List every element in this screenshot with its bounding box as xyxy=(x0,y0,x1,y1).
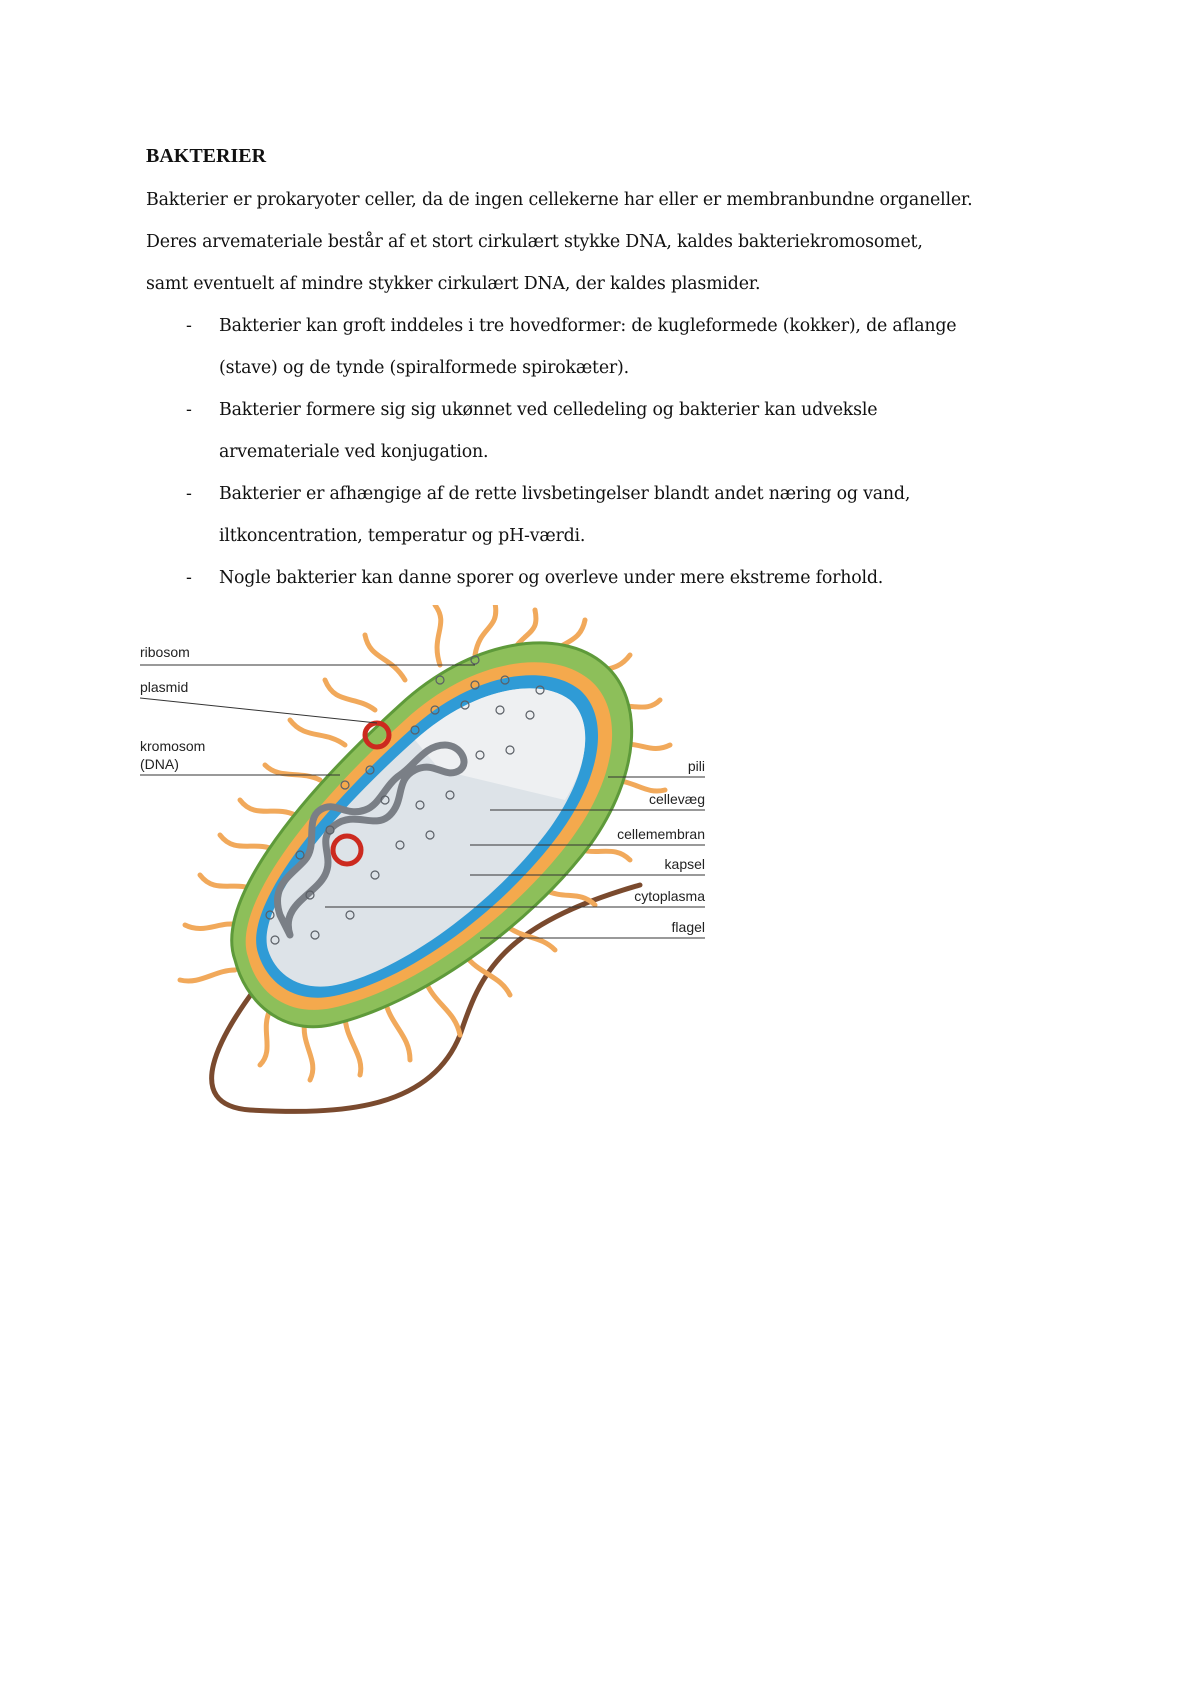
pilus xyxy=(580,850,630,860)
bullet-2-line-2: arvemateriale ved konjugation. xyxy=(219,442,489,462)
pilus xyxy=(290,720,345,745)
bullet-3-line-1: Bakterier er afhængige af de rette livsbetingelser blandt andet næring og vand, xyxy=(219,484,911,504)
label-flagel: flagel xyxy=(671,919,705,935)
pilus xyxy=(260,1010,270,1065)
intro-line-2: Deres arvemateriale består af et stort cirkulært stykke DNA, kaldes bakteriekromosomet, xyxy=(146,232,923,252)
intro-line-3: samt eventuelt af mindre stykker cirkulært DNA, der kaldes plasmider. xyxy=(146,274,761,294)
bullet-dash-3: - xyxy=(186,484,192,504)
label-ribosom: ribosom xyxy=(140,644,190,660)
label-plasmid: plasmid xyxy=(140,679,189,695)
label-kromosom: kromosom xyxy=(140,738,206,754)
pilus xyxy=(304,1020,313,1080)
heading: BAKTERIER xyxy=(146,145,267,167)
bullet-4-line-1: Nogle bakterier kan danne sporer og overleve under mere ekstreme forhold. xyxy=(219,568,884,588)
bullet-3-line-2: iltkoncentration, temperatur og pH-værdi. xyxy=(219,526,586,546)
label-kromosom-dna: (DNA) xyxy=(140,756,179,772)
pilus xyxy=(345,1015,361,1075)
pilus xyxy=(475,605,496,655)
pilus xyxy=(425,980,460,1035)
pilus xyxy=(265,765,320,780)
pilus xyxy=(385,1000,410,1060)
label-cytoplasma: cytoplasma xyxy=(634,888,705,904)
bullet-2-line-1: Bakterier formere sig sig ukønnet ved celledeling og bakterier kan udveksle xyxy=(219,400,878,420)
pilus xyxy=(180,970,235,981)
intro-line-1: Bakterier er prokaryoter celler, da de ingen cellekerne har eller er membranbundne organeller. xyxy=(146,190,973,210)
label-cellemembran: cellemembran xyxy=(617,826,705,842)
bullet-1-line-2: (stave) og de tynde (spiralformede spirokæter). xyxy=(219,358,629,378)
label-pili: pili xyxy=(687,758,705,774)
bacterium-diagram xyxy=(140,605,720,1130)
leader-plasmid xyxy=(140,698,377,723)
pilus xyxy=(465,955,510,995)
label-kapsel: kapsel xyxy=(664,856,705,872)
pilus xyxy=(220,835,275,850)
pilus xyxy=(240,800,295,815)
label-cellevaeg: cellevæg xyxy=(648,791,705,807)
pilus xyxy=(325,680,375,710)
bullet-dash-2: - xyxy=(186,400,192,420)
bullet-dash-1: - xyxy=(186,316,192,336)
bullet-1-line-1: Bakterier kan groft inddeles i tre hovedformer: de kugleformede (kokker), de aflange xyxy=(219,316,957,336)
bullet-dash-4: - xyxy=(186,568,192,588)
pilus xyxy=(365,635,405,680)
pilus xyxy=(435,605,441,665)
